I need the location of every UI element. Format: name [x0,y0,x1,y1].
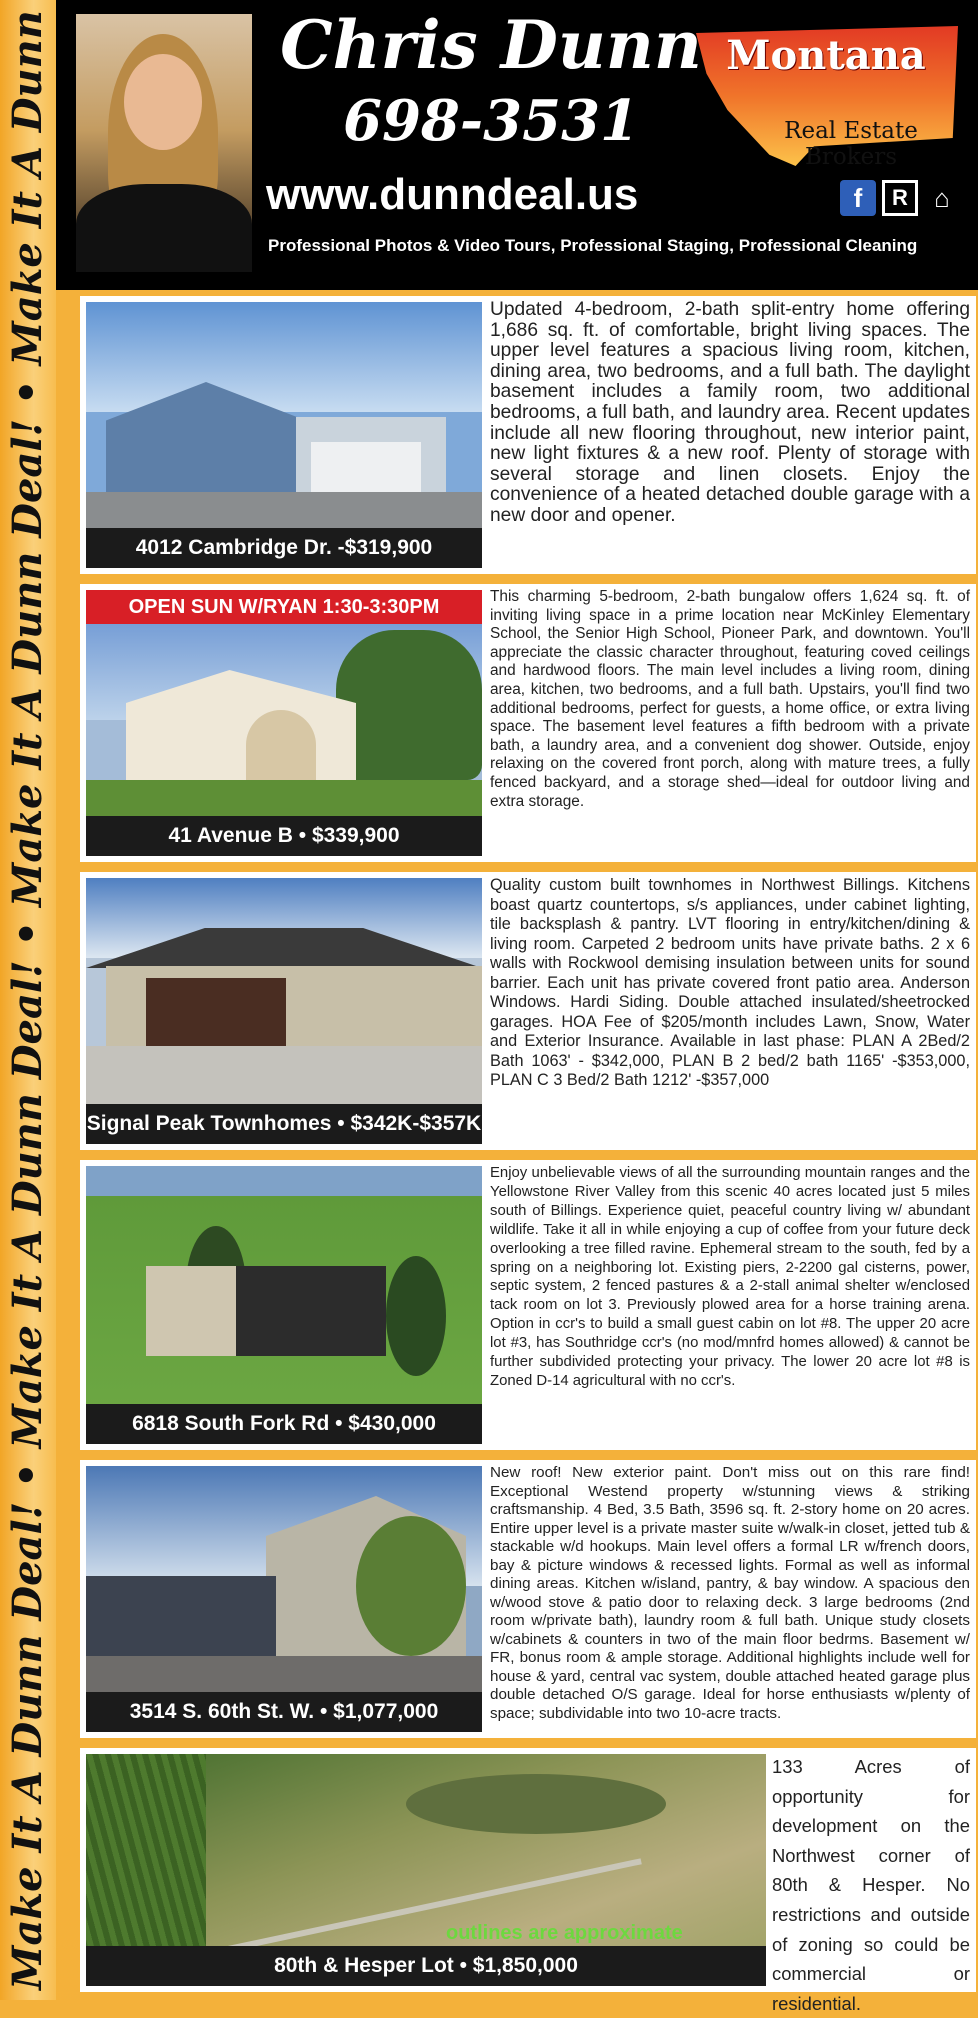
listing-card [80,1460,976,1738]
listing-description: Quality custom built townhomes in Northwest Billings. Kitchens boast quartz countertops, s/s appliances, under cabinet lighting, tile backsplash & pantry. LVT flooring in entry/kitchen/dining & living room. Carpeted 2 bedroom units have private baths. 2 x 6 walls with Rockwool demising insulation between units for sound barrier. Each unit has private covered front patio area. Anderson Windows. Hardi Siding. Double attached insulated/sheetrocked garages. HOA Fee of $205/month includes Lawn, Snow, Water and Exterior Insurance. Available in last phase: PLAN A 2Bed/2 Bath 1063' - $342,000, PLAN B 2 bed/2 bath 1165' -$353,000, PLAN C 3 Bed/2 Bath 1212' -$357,000 [490,876,970,1089]
listing-caption: 6818 South Fork Rd • $430,000 [86,1404,482,1444]
listing-description: Updated 4-bedroom, 2-bath split-entry home offering 1,686 sq. ft. of comfortable, bright living spaces. The upper level features a spacious living room, kitchen, dining area, two bedrooms, and a full bath. The daylight basement includes a family room, two additional bedrooms, a full bath, and laundry area. Recent updates include all new flooring throughout, new interior paint, new light fixtures & a new roof. Plenty of storage with several storage and linen closets. Enjoy the convenience of a heated detached double garage with a new door and opener. [490,299,970,526]
sidebar-slogan-strip [0,0,56,2000]
listing-photo [86,1466,482,1732]
listing-photo [86,590,482,856]
listing-card [80,584,976,862]
listing-photo [86,1166,482,1444]
agent-photo [76,14,252,272]
listing-caption: Signal Peak Townhomes • $342K-$357K [86,1104,482,1144]
website-link[interactable]: www.dunndeal.us [266,170,639,219]
logo-subtitle: Real Estate Brokers [784,118,918,170]
realtor-icon: R [882,180,918,216]
badge-row [840,180,966,220]
listing-caption: 80th & Hesper Lot • $1,850,000 [86,1946,766,1986]
listing-description: This charming 5-bedroom, 2-bath bungalow offers 1,624 sq. ft. of inviting living space in a prime location near McKinley Elementary School, the Senior High School, Pioneer Park, and downtown. You'll appreciate the classic character throughout, featuring coved ceilings and hardwood floors. The main level includes a living room, dining area, kitchen, two bedrooms, and a full bath. Upstairs, you'll find two additional bedrooms, perfect for guests, a home office, or extra living space. The basement level features a fifth bedroom with a private bath, a laundry area, and a convenient dog shower. Outside, enjoy relaxing on the covered front porch, along with mature trees, a fully fenced backyard, and a storage shed—ideal for outdoor living and extra storage. [490,588,970,810]
listing-photo [86,878,482,1144]
listing-description: 133 Acres of opportunity for development on the Northwest corner of 80th & Hesper. No restrictions and outside of zoning so could be commercial or residential. [772,1756,970,2014]
header [56,0,978,290]
equal-housing-icon: ⌂ [934,183,950,213]
listing-caption: 41 Avenue B • $339,900 [86,816,482,856]
listing-photo [86,302,482,568]
services-tagline: Professional Photos & Video Tours, Professional Staging, Professional Cleaning [268,236,918,255]
brokerage-logo [696,26,958,190]
listing-card [80,872,976,1150]
facebook-icon[interactable]: f [840,180,876,216]
listing-card [80,1160,976,1450]
agent-phone: 698-3531 [343,88,639,154]
listing-photo [86,1754,766,1986]
outline-disclaimer: outlines are approximate [446,1922,683,1944]
agent-name: Chris Dunn [280,6,702,84]
listing-description: Enjoy unbelievable views of all the surrounding mountain ranges and the Yellowstone River Valley from this scenic 40 acres located just 5 miles south of Billings. Experience quiet, peaceful country living w/ abundant wildlife. Take it all in while enjoying a cup of coffee from your future deck overlooking a tree filled ravine. Ephemeral stream to the south, fed by a spring on a neighboring lot. Existing piers, 2-2200 gal cisterns, power, septic system, 2 fenced pastures & a 2-stall animal shelter w/enclosed tack room on lot 3. Previously plowed area for a horse training arena. Option in ccr's to build a small guest cabin on lot #8. The upper 20 acre lot #3, has Southridge ccr's (no mod/mnfrd homes allowed) & cannot be further subdivided protecting your privacy. The lower 20 acre lot #8 is Zoned D-14 agricultural with no ccr's. [490,1165,970,1389]
listing-description: New roof! New exterior paint. Don't miss out on this rare find! Exceptional Westend property w/stunning views & striking craftsmanship. 4 Bed, 3.5 Bath, 3596 sq. ft. 2-story home on 20 acres. Entire upper level is a private master suite w/walk-in closet, jetted tub & stackable w/d hookups. Main level offers a formal LR w/french doors, bay & picture windows & recessed lights. Formal as well as informal dining areas. Kitchen w/island, pantry, & bay window. A spacious den w/wood stove & patio door to relaxing deck. 3 large bedrooms (2nd room w/private bath), laundry room & full bath. Unique study closets w/cabinets & counters in two of the main floor bedrms. Basement w/ FR, bonus room & ample storage. Additional highlights include well for house & yard, central vac system, double attached heated garage plus double detached O/S garage. Ideal for horse enthusiasts w/plenty of space; subdividable into two 10-acre tracts. [490,1464,970,1722]
listing-caption: 4012 Cambridge Dr. -$319,900 [86,528,482,568]
open-house-banner: OPEN SUN W/RYAN 1:30-3:30PM [86,590,482,624]
listing-caption: 3514 S. 60th St. W. • $1,077,000 [86,1692,482,1732]
logo-title: Montana [726,32,926,79]
sidebar-slogan: Make It A Dunn Deal! • Make It A Dunn Deal! • Make It A Dunn Deal! • Make It A Dunn [4,10,51,1990]
listing-card [80,1748,976,2014]
listing-card [80,296,976,574]
